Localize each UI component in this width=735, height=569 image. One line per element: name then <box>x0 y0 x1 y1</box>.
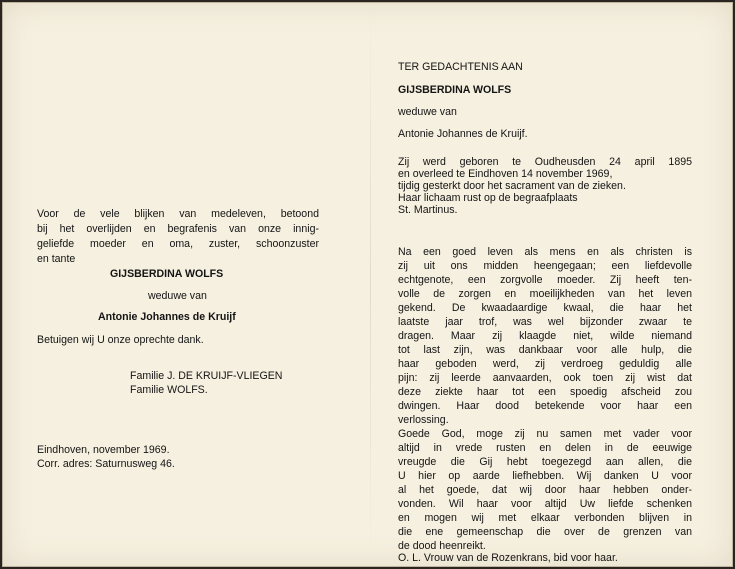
bio-line: en overleed te Eindhoven 14 november 1969, <box>398 168 613 180</box>
heading: TER GEDACHTENIS AAN <box>398 61 523 73</box>
husband-name: Antonie Johannes de Kruijf <box>98 311 236 323</box>
closing-prayer: O. L. Vrouw van de Rozenkrans, bid voor haar. <box>398 552 618 564</box>
prayer-line: die ene gemeenschap die over de grenzen van <box>398 526 692 538</box>
intro-line: geliefde moeder en oma, zuster, schoonzuster <box>37 238 319 250</box>
prayer-line: altijd in vrede rusten en delen in de eeuwige <box>398 442 692 454</box>
prayer-line: U hier op aarde liefhebben. Wij danken U voor <box>398 470 692 482</box>
tribute-line: tot last zijn, was dankbaar voor alle hulp, die <box>398 344 692 356</box>
prayer-line: en mogen wij met elkaar verbonden blijven in <box>398 512 692 524</box>
tribute-line: haar geboden werd, zij verdroeg geduldig alle <box>398 358 692 370</box>
tribute-line: pijn: zij leerde aanvaarden, ook toen zij wist dat <box>398 372 692 384</box>
tribute-line: laatste jaar trof, was wel bijzonder zwaar te <box>398 316 692 328</box>
tribute-line: dwingen. Haar dood betekende voor haar een <box>398 400 692 412</box>
tribute-line: deze ziekte haar tot een spoedig afscheid zou <box>398 386 692 398</box>
prayer-line: de dood heenreikt. <box>398 540 486 552</box>
intro-line: en tante <box>37 253 76 265</box>
memorial-card <box>2 2 733 567</box>
place-date: Eindhoven, november 1969. <box>37 444 170 456</box>
prayer-line: al het goede, dat wij door haar hebben onder- <box>398 484 692 496</box>
tribute-line: verlossing. <box>398 414 449 426</box>
tribute-line: gekend. De kwaadaardige kwaal, die haar het <box>398 302 692 314</box>
thanks-line: Betuigen wij U onze oprechte dank. <box>37 334 204 346</box>
bio-line: Haar lichaam rust op de begraafplaats <box>398 192 578 204</box>
correspondence-address: Corr. adres: Saturnusweg 46. <box>37 458 175 470</box>
deceased-name-right: GIJSBERDINA WOLFS <box>398 84 512 96</box>
family-line: Familie WOLFS. <box>130 384 208 396</box>
prayer-line: Goede God, moge zij nu samen met vader voor <box>398 428 692 440</box>
bio-line: Zij werd geboren te Oudheusden 24 april 1895 <box>398 156 692 168</box>
tribute-line: dragen. Maar zij klaagde niet, wilde niemand <box>398 330 692 342</box>
bio-line: tijdig gesterkt door het sacrament van de zieken. <box>398 180 626 192</box>
tribute-line: zij uit ons midden heengegaan; een liefdevolle <box>398 260 692 272</box>
intro-line: bij het overlijden en begrafenis van onze innig- <box>37 223 319 235</box>
widow-of-label-right: weduwe van <box>398 106 457 118</box>
family-line: Familie J. DE KRUIJF-VLIEGEN <box>130 370 283 382</box>
bio-line: St. Martinus. <box>398 204 458 216</box>
tribute-line: Na een goed leven als mens en als christen is <box>398 246 692 258</box>
card-fold <box>370 3 371 566</box>
widow-of-label: weduwe van <box>148 290 207 302</box>
husband-name-right: Antonie Johannes de Kruijf. <box>398 128 528 140</box>
deceased-name: GIJSBERDINA WOLFS <box>110 268 224 280</box>
tribute-line: volle de zorgen en moeilijkheden van het leven <box>398 288 692 300</box>
intro-line: Voor de vele blijken van medeleven, betoond <box>37 208 319 220</box>
prayer-line: vreugde die Gij hebt toegezegd aan allen, die <box>398 456 692 468</box>
prayer-line: vonden. Wil haar voor altijd Uw liefde schenken <box>398 498 692 510</box>
tribute-line: echtgenote, een zorgvolle moeder. Zij heeft ten- <box>398 274 692 286</box>
